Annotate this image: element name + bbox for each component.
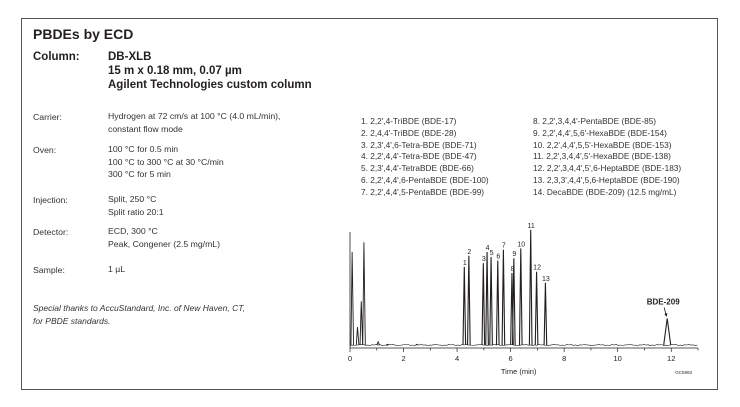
chromatogram-peak: [529, 230, 532, 345]
injection-line: Split ratio 20:1: [108, 206, 164, 217]
peak-list-item: 2. 2,4,4'-TriBDE (BDE-28): [361, 127, 457, 138]
page-title: PBDEs by ECD: [33, 26, 134, 42]
peak-label: 8: [510, 265, 515, 273]
peak-label: 6: [496, 253, 501, 261]
solvent-peak: [363, 242, 366, 345]
oven-line: 100 °C for 0.5 min: [108, 144, 179, 154]
peak-list-item: 11. 2,2',3,4,4',5'-HexaBDE (BDE-138): [533, 151, 671, 162]
column-label: Column:: [33, 51, 80, 63]
column-dimensions: 15 m x 0.18 mm, 0.07 µm: [108, 65, 242, 77]
chromatogram-peak: [535, 272, 538, 345]
peak-label: 4: [485, 245, 490, 253]
chromatogram-peak: [544, 283, 547, 345]
x-tick-label: 4: [454, 354, 460, 363]
chromatogram-peak: [502, 250, 505, 345]
peak-label: 12: [533, 264, 541, 272]
peak-label: 9: [512, 251, 517, 259]
detector-line: Peak, Congener (2.5 mg/mL): [108, 238, 221, 249]
injection-label: Injection:: [33, 195, 68, 205]
carrier-label: Carrier:: [33, 112, 62, 122]
peak-list-item: 1. 2,2',4-TriBDE (BDE-17): [361, 116, 457, 126]
peak-list-item: 9. 2,2',4,4',5,6'-HexaBDE (BDE-154): [533, 127, 667, 138]
baseline-trace: [350, 344, 698, 346]
detector-line: ECD, 300 °C: [108, 226, 158, 236]
peak-list-item: 12. 2,2',3,4,4',5',6-HeptaBDE (BDE-183): [533, 163, 682, 174]
oven-line: 100 °C to 300 °C at 30 °C/min: [108, 156, 224, 167]
detector-label: Detector:: [33, 227, 69, 237]
x-tick-label: 10: [613, 354, 622, 363]
x-tick-label: 0: [347, 354, 353, 363]
peak-label: 3: [481, 256, 486, 264]
solvent-peak: [377, 342, 380, 345]
peak-list-item: 7. 2,2',4,4',5-PentaBDE (BDE-99): [361, 186, 485, 197]
peak-label: 2: [467, 248, 472, 256]
peak-list-item: 13. 2,3,3',4,4',5,6-HeptaBDE (BDE-190): [533, 174, 680, 185]
oven-line: 300 °C for 5 min: [108, 169, 171, 179]
oven-label: Oven:: [33, 145, 57, 155]
column-manufacturer: Agilent Technologies custom column: [108, 79, 312, 91]
sample-line: 1 µL: [108, 264, 126, 274]
x-tick-label: 6: [508, 354, 513, 363]
injection-line: Split, 250 °C: [108, 194, 157, 204]
carrier-line: constant flow mode: [108, 123, 183, 134]
chromatogram-peak: [664, 318, 671, 345]
chromatogram-peak: [490, 257, 493, 345]
peak-list-item: 6. 2,2',4,4',6-PentaBDE (BDE-100): [361, 174, 489, 185]
peak-list-item: 14. DecaBDE (BDE-209) (12.5 mg/mL): [533, 186, 677, 197]
peak-label: BDE-209: [646, 297, 680, 307]
peak-label: 13: [542, 275, 550, 283]
column-name: DB-XLB: [108, 51, 152, 63]
acknowledgement-line: for PBDE standards.: [33, 315, 111, 326]
chromatogram-peak: [519, 248, 522, 345]
acknowledgement-line: Special thanks to AccuStandard, Inc. of New Haven, CT,: [33, 303, 245, 313]
sample-label: Sample:: [33, 265, 65, 275]
peak-label: 7: [501, 242, 506, 250]
chromatogram-peak: [486, 252, 489, 345]
x-tick-label: 8: [562, 354, 567, 363]
x-axis-label: Time (min): [500, 367, 537, 376]
peak-label: 1: [462, 259, 467, 267]
peak-list-item: 10. 2,2',4,4',5,5'-HexaBDE (BDE-153): [533, 139, 672, 150]
solvent-peak: [356, 327, 359, 345]
chromatogram-peak: [482, 263, 485, 345]
chromatogram-peak: [463, 267, 466, 345]
solvent-peak: [360, 301, 363, 345]
x-tick-label: 12: [667, 354, 676, 363]
peak-list-item: 3. 2,3',4',6-Tetra-BDE (BDE-71): [361, 139, 477, 150]
peak-list-item: 4. 2,2',4,4'-Tetra-BDE (BDE-47): [361, 151, 477, 162]
peak-arrow-head: [664, 313, 667, 317]
solvent-peak: [351, 252, 354, 345]
peak-list-item: 8. 2,2',3,4,4'-PentaBDE (BDE-85): [533, 116, 657, 126]
peak-list-item: 5. 2,3',4,4'-TetraBDE (BDE-66): [361, 163, 474, 174]
chromatogram-peak: [468, 256, 471, 345]
figure-code: GC5983: [675, 370, 692, 375]
chromatogram-peak: [496, 261, 499, 345]
peak-label: 10: [517, 241, 526, 249]
peak-label: 5: [489, 249, 494, 257]
carrier-line: Hydrogen at 72 cm/s at 100 °C (4.0 mL/min),: [108, 111, 281, 121]
peak-label: 11: [527, 222, 535, 230]
x-tick-label: 2: [401, 354, 406, 363]
